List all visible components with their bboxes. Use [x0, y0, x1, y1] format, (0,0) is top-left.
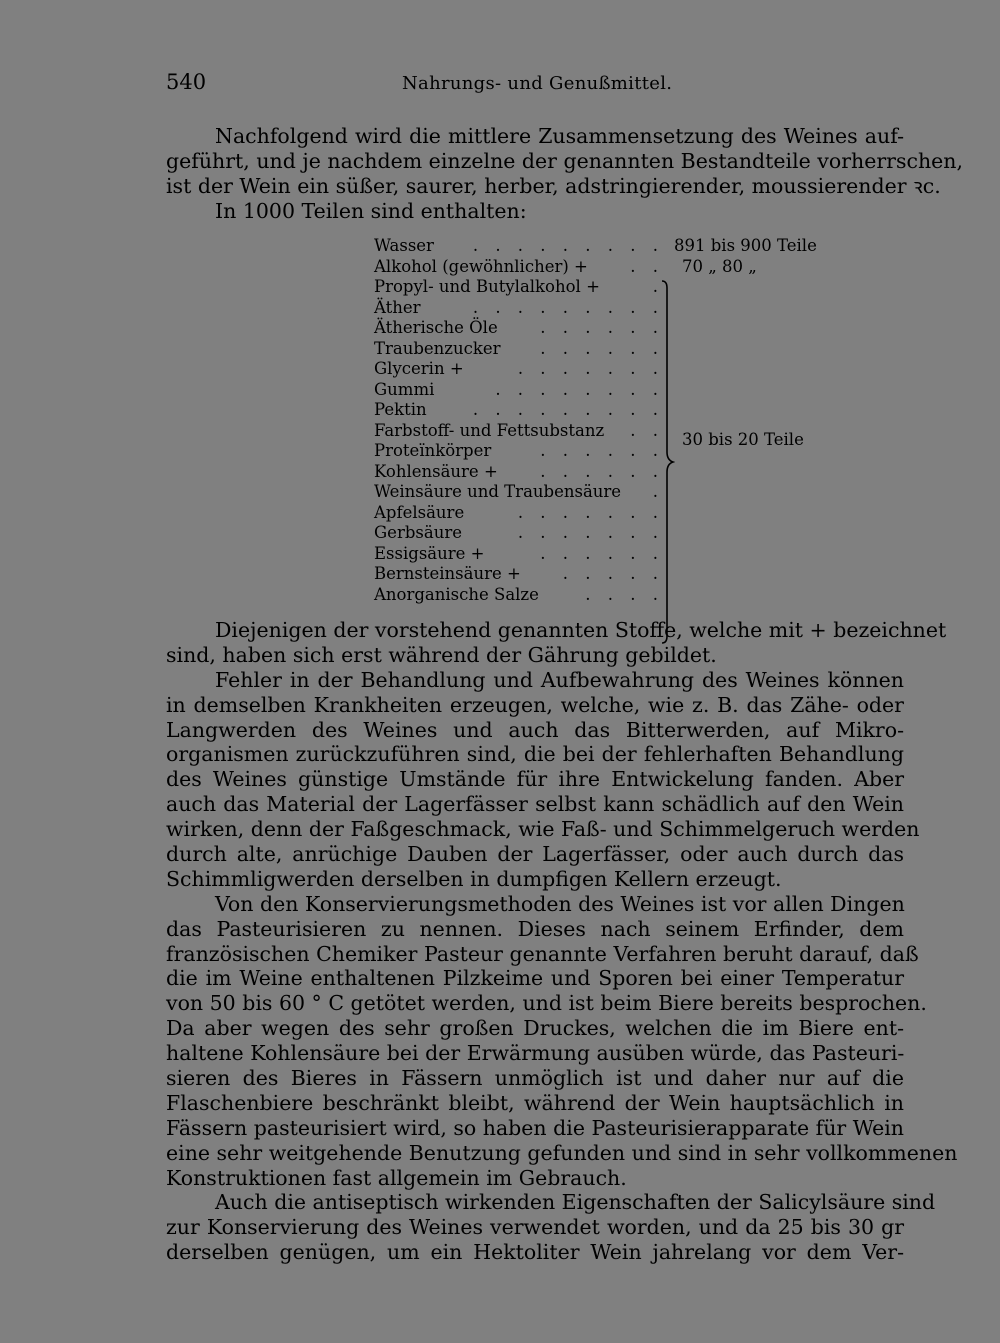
intro-paragraph [166, 124, 964, 224]
component-name: Apfelsäure [374, 502, 465, 522]
table-row: . . Alkohol (gewöhnlicher) + [374, 256, 664, 276]
text-line: In 1000 Teilen sind enthalten: [215, 198, 527, 223]
component-name: Gummi [374, 379, 435, 399]
component-name: Farbstoff- und Fettsubstanz [374, 420, 605, 440]
component-name: Ätherische Öle [374, 318, 498, 337]
text-line: Konstruktionen fast allgemein im Gebrauch. [166, 1165, 627, 1190]
table-row: . . . . . . Proteïnkörper [374, 441, 664, 460]
text-line: Fehler in der Behandlung und Aufbewahrung des Weines können [215, 667, 904, 692]
table-row: . . . . Anorganische Salze [374, 584, 664, 604]
page-header [166, 70, 906, 102]
table-row: . . . . . . . Apfelsäure [374, 502, 664, 522]
text-line: Da aber wegen des sehr großen Druckes, welchen die im Biere ent- [166, 1016, 904, 1041]
group-value: 30 bis 20 Teile [682, 430, 804, 449]
text-line: derselben genügen, um ein Hektoliter Wein jahrelang vor dem Ver- [166, 1240, 904, 1265]
component-name: Proteïnkörper [374, 441, 492, 460]
curly-brace [661, 280, 675, 644]
text-line: Flaschenbiere beschränkt bleibt, während der Wein hauptsächlich in [166, 1090, 904, 1115]
text-line: in demselben Krankheiten erzeugen, welche, wie z. B. das Zähe- oder [166, 692, 904, 717]
running-title: Nahrungs- und Genußmittel. [402, 73, 673, 94]
table-row: . Weinsäure und Traubensäure [374, 482, 664, 501]
text-line: organismen zurückzuführen sind, die bei der fehlerhaften Behandlung [166, 742, 904, 767]
text-line: auch das Material der Lagerfässer selbst kann schädlich auf den Wein [166, 792, 904, 817]
table-row: . . . . . . . . . Äther [374, 297, 664, 317]
table-row: . . . . . . Traubenzucker [374, 338, 664, 358]
text-line: Nachfolgend wird die mittlere Zusammensetzung des Weines auf- [215, 124, 904, 148]
table-row: . . . . . . . Gerbsäure [374, 523, 664, 542]
component-name: Äther [374, 297, 421, 317]
text-line: sind, haben sich erst während der Gährung gebildet. [166, 642, 717, 667]
component-name: Weinsäure und Traubensäure [374, 482, 622, 501]
component-name: Wasser [374, 236, 434, 255]
table-row: . . . . . . Kohlensäure + [374, 461, 664, 481]
text-line: Langwerden des Weines und auch das Bitterwerden, auf Mikro- [166, 717, 904, 742]
text-line: Von den Konservierungsmethoden des Weines ist vor allen Dingen [215, 891, 905, 916]
text-line: Diejenigen der vorstehend genannten Stoffe, welche mit + bezeichnet [215, 618, 947, 642]
table-row: . . . . . . . Glycerin + [374, 359, 664, 378]
text-line: Schimmligwerden derselben in dumpfigen Kellern erzeugt. [166, 866, 782, 891]
table-row: . . Farbstoff- und Fettsubstanz [374, 420, 664, 440]
component-name: Glycerin + [374, 359, 464, 378]
text-line: das Pasteurisieren zu nennen. Dieses nach seinem Erfinder, dem [166, 916, 904, 941]
text-line: durch alte, anrüchige Dauben der Lagerfässer, oder auch durch das [166, 842, 904, 867]
text-line: zur Konservierung des Weines verwendet worden, und da 25 bis 30 gr [166, 1215, 904, 1240]
component-name: Gerbsäure [374, 523, 462, 542]
table-row: . . . . . . Essigsäure + [374, 543, 664, 563]
text-line: Fässern pasteurisiert wird, so haben die Pasteurisierapparate für Wein [166, 1115, 905, 1140]
text-line: von 50 bis 60 ° C getötet werden, und ist beim Biere bereits besprochen. [166, 991, 927, 1016]
table-row: . Propyl- und Butylalkohol + [374, 277, 664, 296]
text-line: geführt, und je nachdem einzelne der genannten Bestandteile vorherrschen, [166, 148, 964, 173]
table-row: . . . . . . Ätherische Öle [374, 318, 664, 337]
component-name: Traubenzucker [374, 338, 501, 358]
component-name: Kohlensäure + [374, 461, 498, 481]
text-line: sieren des Bieres in Fässern unmöglich ist und daher nur auf die [166, 1066, 904, 1091]
text-line: wirken, denn der Faßgeschmack, wie Faß- und Schimmelgeruch werden [166, 817, 920, 842]
text-line: die im Weine enthaltenen Pilzkeime und Sporen bei einer Temperatur [166, 966, 904, 991]
component-name: Bernsteinsäure + [374, 564, 521, 583]
body-text [166, 618, 958, 1265]
component-name: Pektin [374, 400, 427, 419]
text-line: Auch die antiseptisch wirkenden Eigenschaften der Salicylsäure sind [215, 1190, 936, 1215]
table-row: . . . . . . . . Gummi [374, 379, 664, 399]
table-row: . . . . . Bernsteinsäure + [374, 564, 664, 583]
table-row: . . . . . . . . . Wasser [374, 236, 664, 255]
component-name: Alkohol (gewöhnlicher) + [374, 256, 588, 276]
component-name: Essigsäure + [374, 543, 485, 563]
page-number: 540 [166, 70, 207, 94]
alcohol-value: 70 „ 80 „ [682, 256, 757, 276]
component-name: Anorganische Salze [374, 584, 539, 604]
text-line: eine sehr weitgehende Benutzung gefunden und sind in sehr vollkommenen [166, 1140, 958, 1165]
text-line: haltene Kohlensäure bei der Erwärmung ausüben würde, das Pasteuri- [166, 1041, 905, 1066]
component-name: Propyl- und Butylalkohol + [374, 277, 600, 296]
table-row: . . . . . . . . . Pektin [374, 400, 664, 419]
text-line: französischen Chemiker Pasteur genannte Verfahren beruht darauf, daß [166, 941, 919, 966]
water-value: 891 bis 900 Teile [674, 236, 817, 255]
text-line: des Weines günstige Umstände für ihre Entwickelung fanden. Aber [166, 767, 904, 792]
text-line: ist der Wein ein süßer, saurer, herber, adstringierender, moussierender ꝛc. [166, 173, 941, 198]
